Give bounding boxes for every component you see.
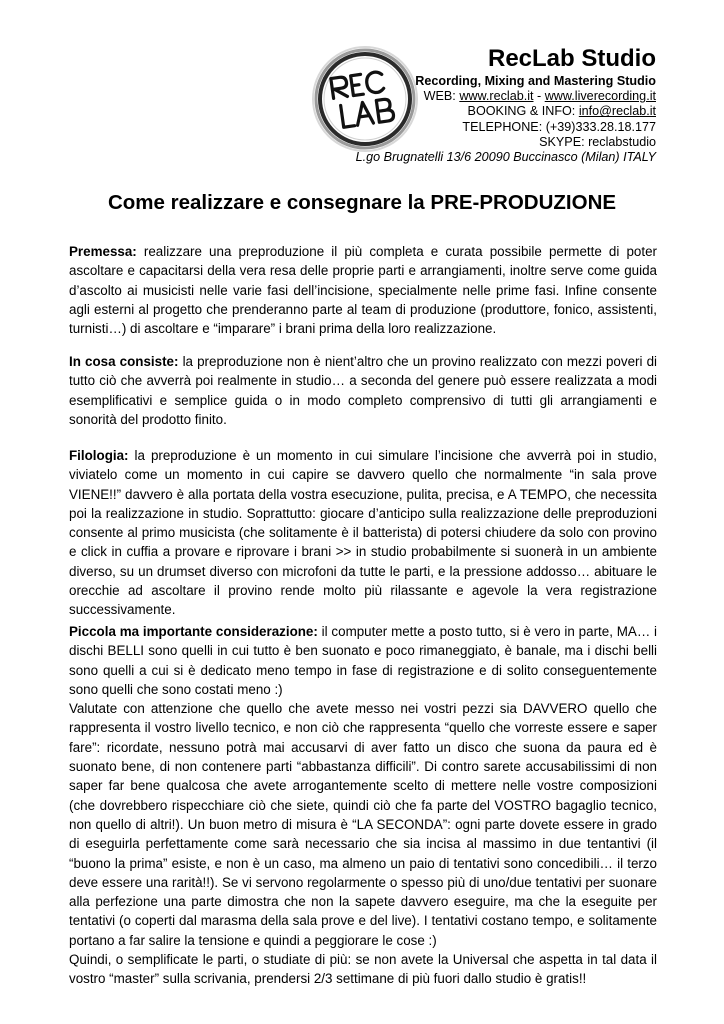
- section-paragraph: [69, 242, 657, 338]
- booking-line: [356, 104, 656, 119]
- web-separator: -: [533, 89, 545, 104]
- telephone-line: TELEPHONE: (+39)333.28.18.177: [462, 119, 656, 134]
- booking-email-link[interactable]: info@reclab.it: [578, 104, 656, 119]
- section-considerazione: [69, 622, 657, 989]
- section-paragraph: [69, 622, 657, 699]
- web-label: WEB:: [423, 89, 460, 104]
- section-paragraph: [69, 446, 657, 620]
- booking-label: BOOKING & INFO:: [467, 104, 579, 119]
- section-filologia: [69, 446, 657, 620]
- web-link-reclab[interactable]: www.reclab.it: [459, 89, 534, 104]
- studio-name: RecLab Studio: [487, 45, 656, 72]
- section-heading: In cosa consiste:: [69, 354, 179, 369]
- address-line: L.go Brugnatelli 13/6 20090 Buccinasco (Milan) ITALY: [355, 150, 656, 165]
- section-heading: Piccola ma importante considerazione:: [69, 624, 318, 639]
- section-text: il computer mette a posto tutto, si è vero in parte, MA… i dischi BELLI sono quelli in cui tutto è ben suonato e poco rimaneggiato, è banale, ma i dischi belli sono quelli a cui si è dedicato meno tempo in fase di registrazione e di solito conseguentemente sono quelli che sono costati meno :): [69, 624, 657, 697]
- section-heading: Premessa:: [69, 244, 137, 259]
- section-paragraph: Valutate con attenzione che quello che avete messo nei vostri pezzi sia DAVVERO quello che rappresenta il vostro livello tecnico, e non ciò che rappresenta “quello che vorreste essere e saper fare”: ricordate, nessuno potrà mai accusarvi di aver fatto un disco che suona da paura ed è suonato bene, di non contenere parti “abbastanza difficili”. Di contro sarete accusabilissimi di non saper far bene qualcosa che avete arrogantemente scelto di mettere nelle vostre composizioni (che dovrebbero rispecchiare ciò che siete, quindi ciò che fa parte del VOSTRO bagaglio tecnico, non quello di altri!). Un buon metro di misura è “LA SECONDA”: ogni parte dovete essere in grado di eseguirla perfettamente come sarà necessario che sia incisa al massimo in due tentantivi (il “buono la prima” esiste, e non è un caso, ma almeno un paio di tentativi sono concedibili… il terzo deve essere una rarità!!). Se vi servono regolarmente o spesso più di uno/due tentativi per suonare alla perfezione una parte dimostra che non la sapete davvero eseguire, ma che la eseguite per tentativi (o coperti dal marasma della sala prove e del live). I tentativi costano tempo, e solitamente portano a far salire la tensione e quindi a peggiorare le cose :): [69, 701, 657, 948]
- section-heading: Filologia:: [69, 448, 129, 463]
- document-title: Come realizzare e consegnare la PRE-PRODUZIONE: [107, 191, 617, 214]
- studio-tagline: Recording, Mixing and Mastering Studio: [415, 74, 656, 88]
- skype-line: SKYPE: reclabstudio: [539, 134, 656, 149]
- section-paragraph: Quindi, o semplificate le parti, o studiate di più: se non avete la Universal che aspetta in tal data il vostro “master” sulla scrivania, prendersi 2/3 settimane di più fuori dallo studio è gratis!!: [69, 952, 657, 987]
- section-text: la preproduzione è un momento in cui simulare l’incisione che avverrà poi in studio, viviatelo come un momento in cui capire se davvero quello che normalmente “in sala prove VIENE!!” davvero è alla portata della vostra esecuzione, pulita, precisa, e A TEMPO, che necessita poi la realizzazione in studio. Soprattutto: giocare d’anticipo sulla realizzazione delle preproduzioni consente al primo musicista (che solitamente è il batterista) di potersi chiudere da solo con provino e click in cuffia a provare e riprovare i brani >> in studio probabilmente si suonerà in un ambiente diverso, su un drumset diverso con microfoni da tutte le parti, e la pressione addosso… abituare le orecchie ad ascoltare il provino rende molto più rilassante e agevole la vera registrazione successivamente.: [69, 448, 657, 618]
- section-in-cosa-consiste: [69, 352, 657, 429]
- section-text: realizzare una preproduzione il più completa e curata possibile permette di poter ascoltare e capacitarsi della vera resa delle proprie parti e arrangiamenti, inoltre serve come guida d’ascolto ai musicisti nelle varie fasi dell’incisione, specialmente nelle prime fasi. Infine consente agli esterni al progetto che prenderanno parte al team di produzione (produttore, fonico, assistenti, turnisti…) di ascoltare e “imparare” i brani prima della loro realizzazione.: [69, 244, 657, 337]
- web-link-liverecording[interactable]: www.liverecording.it: [544, 89, 656, 104]
- section-premessa: [69, 242, 657, 338]
- web-line: [356, 89, 656, 104]
- studio-header: [356, 44, 656, 165]
- section-paragraph: [69, 352, 657, 429]
- section-text: la preproduzione non è nient’altro che un provino realizzato con mezzi poveri di tutto ciò che avverrà poi realmente in studio… a seconda del genere può essere realizzata a modi esemplificativi e semplice guida o in modo completo comprensivo di tutti gli arrangiamenti e sonorità del prodotto finito.: [69, 354, 657, 427]
